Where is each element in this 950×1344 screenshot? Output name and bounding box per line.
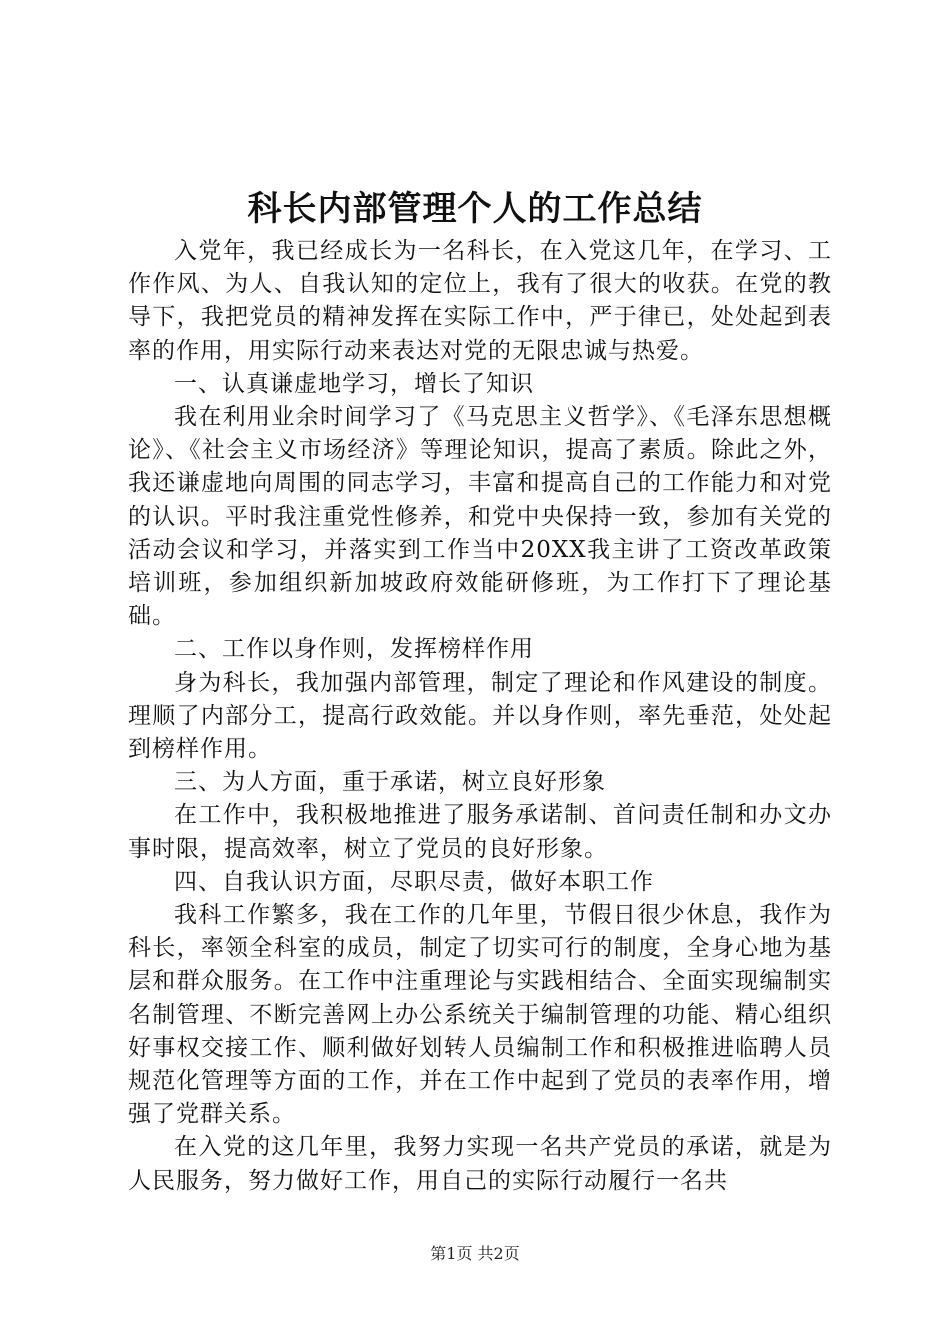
section-heading-4: 四、自我认识方面，尽职尽责，做好本职工作 [174, 868, 654, 895]
section-heading-2: 二、工作以身作则，发挥榜样作用 [174, 636, 534, 663]
document-title: 科长内部管理个人的工作总结 [247, 189, 703, 229]
section-paragraph-2: 身为科长，我加强内部管理，制定了理论和作风建设的制度。理顺了内部分工，提高行政效能。并以身作则，率先垂范，处处起到榜样作用。 [128, 669, 832, 763]
section-paragraph-1: 我在利用业余时间学习了《马克思主义哲学》、《毛泽东思想概论》、《社会主义市场经济》等理论知识，提高了素质。除此之外，我还谦虚地向周围的同志学习，丰富和提高自己的工作能力和对党的认识。平时我注重党性修养，和党中央保持一致，参加有关党的活动会议和学习，并落实到工作当中20XX我主讲了工资改革政策培训班，参加组织新加坡政府效能研修班，为工作打下了理论基础。 [128, 404, 832, 630]
section-heading-1: 一、认真谦虚地学习，增长了知识 [174, 370, 534, 397]
intro-paragraph: 入党年，我已经成长为一名科长，在入党这几年，在学习、工作作风、为人、自我认知的定位上，我有了很大的收获。在党的教导下，我把党员的精神发挥在实际工作中，严于律已，处处起到表率的作用，用实际行动来表达对党的无限忠诚与热爱。 [128, 238, 832, 364]
closing-paragraph: 在入党的这几年里，我努力实现一名共产党员的承诺，就是为人民服务，努力做好工作，用自己的实际行动履行一名共 [128, 1134, 832, 1194]
page-footer: 第1页 共2页 [430, 1244, 520, 1263]
document-body [128, 235, 832, 1198]
section-paragraph-4: 我科工作繁多，我在工作的几年里，节假日很少休息，我作为科长，率领全科室的成员，制定了切实可行的制度，全身心地为基层和群众服务。在工作中注重理论与实践相结合、全面实现编制实名制管理、不断完善网上办公系统关于编制管理的功能、精心组织好事权交接工作、顺利做好划转人员编制工作和积极推进临聘人员规范化管理等方面的工作，并在工作中起到了党员的表率作用，增强了党群关系。 [128, 902, 832, 1128]
section-paragraph-3: 在工作中，我积极地推进了服务承诺制、首问责任制和办文办事时限，提高效率，树立了党员的良好形象。 [128, 802, 832, 862]
section-heading-3: 三、为人方面，重于承诺，树立良好形象 [174, 769, 606, 796]
